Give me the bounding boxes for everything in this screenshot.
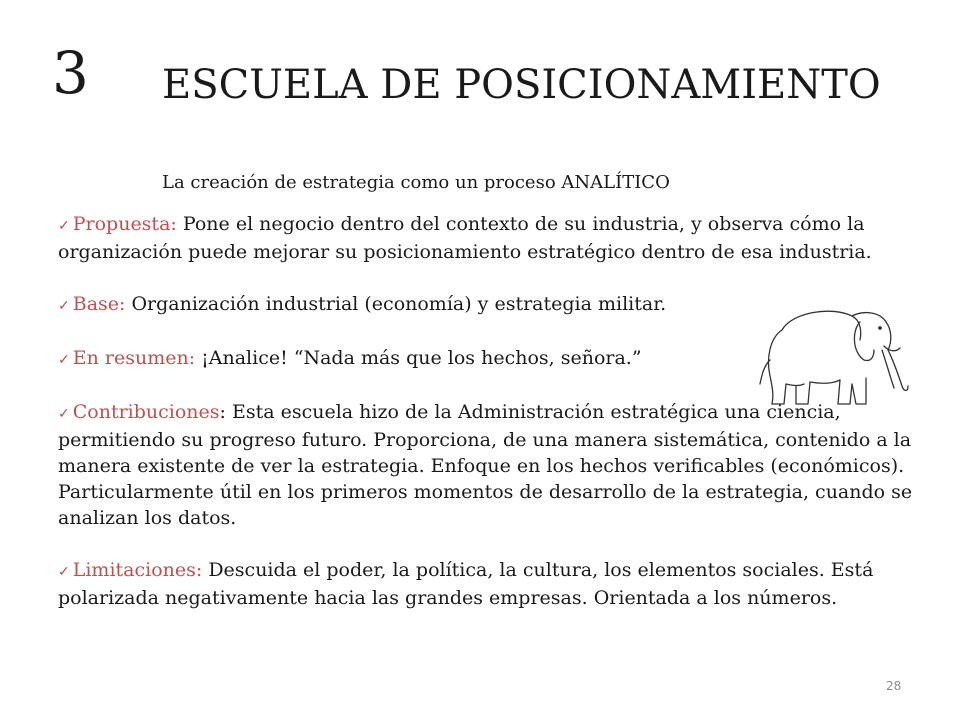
checkmark-icon: ✓ xyxy=(58,352,70,368)
checkmark-icon: ✓ xyxy=(58,298,70,314)
page-number: 28 xyxy=(886,679,902,693)
checkmark-icon: ✓ xyxy=(58,218,70,234)
bullet-text: Organización industrial (economía) y estrategia militar. xyxy=(125,293,667,315)
bullet-text: ¡Analice! “Nada más que los hechos, señora.” xyxy=(195,347,642,369)
bullet-term: Limitaciones: xyxy=(72,559,203,581)
bullet-propuesta xyxy=(58,211,920,265)
elephant-icon xyxy=(752,300,912,410)
bullet-text: Pone el negocio dentro del contexto de su industria, y observa cómo la organización puede mejorar su posicionamiento estratégico dentro de esa industria. xyxy=(58,213,872,263)
checkmark-icon: ✓ xyxy=(58,564,70,580)
bullet-limitaciones xyxy=(58,557,920,611)
checkmark-icon: ✓ xyxy=(58,406,70,422)
bullet-term: Propuesta: xyxy=(72,213,177,235)
bullet-text: : Esta escuela hizo de la Administración estratégica una ciencia, permitiendo su progreso futuro. Proporciona, de una manera sistemática, contenido a la manera existente de ver la estrategia. Enfoque en los hechos verificables (económicos). Particularmente útil en los primeros momentos de desarrollo de la estrategia, cuando se analizan los datos. xyxy=(58,401,913,529)
bullet-term: En resumen: xyxy=(72,347,196,369)
bullet-contribuciones xyxy=(58,399,920,531)
bullet-list xyxy=(58,211,920,637)
slide-number: 3 xyxy=(52,39,89,107)
page-subtitle: La creación de estrategia como un proceso ANALÍTICO xyxy=(162,172,670,193)
bullet-text: Descuida el poder, la política, la cultura, los elementos sociales. Está polarizada negativamente hacia las grandes empresas. Orientada a los números. xyxy=(58,559,874,609)
page-title: ESCUELA DE POSICIONAMIENTO xyxy=(162,62,881,108)
bullet-term: Base: xyxy=(72,293,126,315)
bullet-term: Contribuciones xyxy=(72,401,220,423)
